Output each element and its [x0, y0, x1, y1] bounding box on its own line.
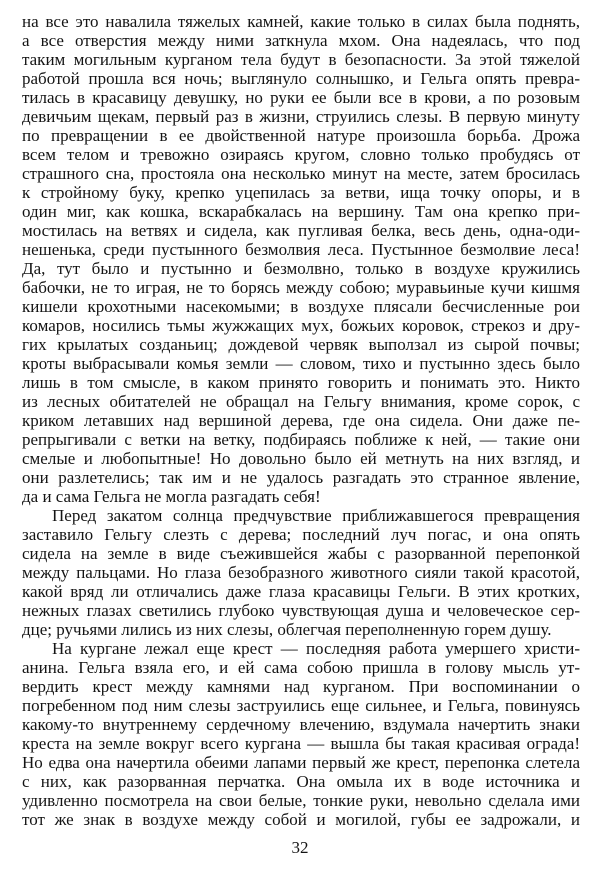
text-line: Перед закатом солнца предчувствие приближавшегося превращения — [52, 506, 580, 525]
text-line: да и сама Гельга не могла разгадать себя! — [22, 487, 321, 506]
text-line: комаров, носились тьмы жужжащих мух, божьих коровок, стрекоз и дру- — [22, 316, 580, 335]
text-line: гих крылатых созданьиц; дождевой червяк выползал из сырой почвы; — [22, 335, 580, 354]
text-line: удивленно посмотрела на свои белые, тонкие руки, невольно сделала ими — [22, 791, 580, 810]
text-line: какому-то внутреннему сердечному влечению, вздумала начертить знаки — [22, 715, 580, 734]
text-line: какой вряд ли отличались даже глаза красавицы Гельги. В этих кротких, — [22, 582, 580, 601]
text-line: девичьим щекам, первый раз в жизни, струились слезы. В первую минуту — [22, 107, 580, 126]
text-line: нешенька, среди пустынного безмолвия леса. Пустынное безмолвие леса! — [22, 240, 580, 259]
text-line: репрыгивали с ветки на ветку, подбираясь поближе к ней, — такие они — [22, 430, 580, 449]
text-line: один миг, как кошка, вскарабкалась на вершину. Там она крепко при- — [22, 202, 580, 221]
text-line: всем телом и тревожно озираясь кругом, словно только пробудясь от — [22, 145, 580, 164]
text-line: вердить крест между камнями над курганом. При воспоминании о — [22, 677, 580, 696]
text-line: тилась в красавицу девушку, но руки ее были все в крови, а по розовым — [22, 88, 580, 107]
text-line: тот же знак в воздухе между собой и могилой, губы ее задрожали, и — [22, 810, 580, 829]
page-number: 32 — [291, 838, 309, 857]
text-line: сидела на земле в виде съежившейся жабы с разорванной перепонкой — [22, 544, 580, 563]
text-line: таким могильным курганом тела будут в безопасности. За этой тяжелой — [22, 50, 580, 69]
text-line: Да, тут было и пустынно и безмолвно, только в воздухе кружились — [22, 259, 580, 278]
text-line: кроты выбрасывали комья земли — словом, тихо и пустынно здесь было — [22, 354, 580, 373]
text-line: кишели крохотными насекомыми; в воздухе плясали бесчисленные рои — [22, 297, 580, 316]
text-line: анина. Гельга взяла его, и ей сама собою пришла в голову мысль ут- — [22, 658, 580, 677]
text-line: страшного сна, простояла она несколько минут на месте, затем бросилась — [22, 164, 580, 183]
text-line: креста на земле вокруг всего кургана — вышла бы такая красивая ограда! — [22, 734, 580, 753]
text-line: смелые и любопытные! Но довольно было ей метнуть на них взгляд, и — [22, 449, 580, 468]
text-line: мостилась на ветвях и сидела, как пугливая белка, весь день, одна-оди- — [22, 221, 580, 240]
text-line: из лесных обитателей не обращал на Гельгу внимания, кроме сорок, с — [22, 392, 580, 411]
text-line: заставило Гельгу слезть с дерева; последний луч погас, и она опять — [22, 525, 580, 544]
text-line: по превращении в ее двойственной натуре произошла борьба. Дрожа — [22, 126, 580, 145]
text-line: к стройному буку, крепко уцепилась за ветви, ища точку опоры, и в — [22, 183, 580, 202]
text-line: нежных глазах светились глубоко чувствующая душа и человеческое сер- — [22, 601, 580, 620]
text-line: На кургане лежал еще крест — последняя работа умершего христи- — [52, 639, 580, 658]
text-line: Но едва она начертила обеими лапами первый же крест, перепонка слетела — [22, 753, 580, 772]
text-line: а все отверстия между ними заткнула мхом. Она надеялась, что под — [22, 31, 580, 50]
text-line: между пальцами. Но глаза безобразного животного сияли такой красотой, — [22, 563, 580, 582]
text-line: с них, как разорванная перчатка. Она омыла их в воде источника и — [22, 772, 580, 791]
body-text — [22, 12, 580, 829]
text-line: на все это навалила тяжелых камней, какие только в силах была поднять, — [22, 12, 580, 31]
text-line: лишь в том смысле, в каком принято говорить и понимать это. Никто — [22, 373, 580, 392]
text-line: бабочки, не то играя, не то борясь между собою; муравьиные кучи кишмя — [22, 278, 580, 297]
text-line: они разлетелись; так им и не удалось разгадать это странное явление, — [22, 468, 580, 487]
text-line: работой прошла вся ночь; выглянуло солнышко, и Гельга опять превра- — [22, 69, 580, 88]
text-line: криком летавших над вершиной дерева, где она сидела. Они даже пе- — [22, 411, 580, 430]
text-line: погребенном под ним слезы заструились еще сильнее, и Гельга, повинуясь — [22, 696, 580, 715]
text-line: дце; ручьями лились из них слезы, облегчая переполненную горем душу. — [22, 620, 552, 639]
